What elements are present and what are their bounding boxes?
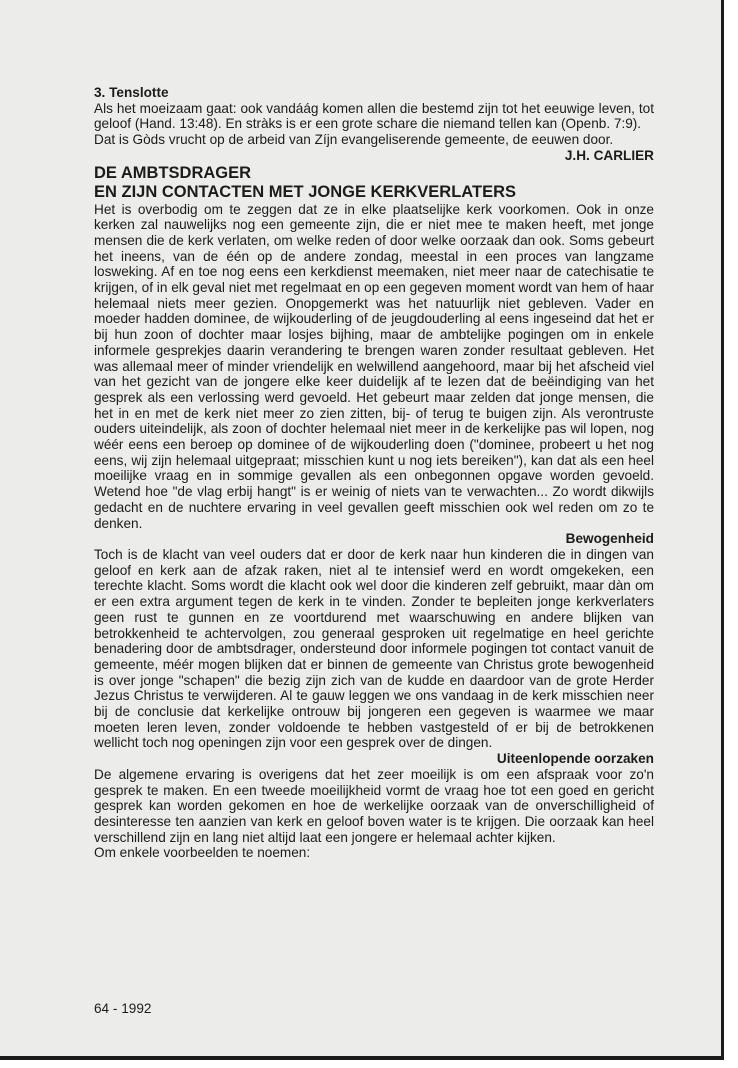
author-signature: J.H. CARLIER	[564, 147, 654, 163]
article-title-line1: DE AMBTSDRAGER	[94, 163, 252, 182]
article-paragraph: Het is overbodig om te zeggen dat ze in elke plaatselijke kerk voorkomen. Ook in onze kerken zal nauwelijks nog een gemeente zijn, die er niet mee te maken heeft, met jonge mensen die de kerk verlaten, om welke reden of door welke oorzaak dan ook. Soms gebeurt het ineens, van de één op de andere zondag, meestal in een proces van langzame losweking. Af en toe nog eens een kerkdienst meemaken, niet meer naar de catechisatie te krijgen, of in elk geval niet met regelmaat en op een gegeven moment wordt van hem of haar helemaal niets meer gezien. Onopgemerkt was het natuurlijk niet gebleven. Vader en moeder hadden dominee, de wijkouderling of de jeugdouderling al eens ingeseind dat het er bij hun zoon of dochter maar losjes bijhing, maar de ambtelijke pogingen om in enkele informele gesprekjes daarin verandering te brengen waren zonder resultaat gebleven. Het was allemaal meer of minder vriendelijk en welwillend aangehoord, maar bij het afscheid viel van het gezicht van de jongere elke keer duidelijk af te lezen dat de beëindiging van het gesprek als een verlossing werd gevoeld. Het gebeurt maar zelden dat jonge mensen, die het in en met de kerk niet meer zo zien zitten, bij- of terug te buigen zijn. Als verontruste ouders uiteindelijk, als zoon of dochter helemaal niet meer in de kerkelijke pas wil lopen, nog wéér eens een beroep op dominee of de wijkouderling doen ("dominee, probeert u het nog eens, wij zijn helemaal uitgepraat; misschien kunt u nog iets bereiken"), kan dat als een heel moeilijke vraag en in sommige gevallen als een onbegonnen opgave worden gevoeld. Wetend hoe "de vlag erbij hangt" is er weinig of niets van te verwachten... Zo wordt dikwijls gedacht en de nuchtere ervaring in veel gevallen geeft misschien ook wel reden om zo te denken.	[94, 201, 654, 531]
article-paragraph: Om enkele voorbeelden te noemen:	[94, 845, 311, 861]
article-title-line2: EN ZIJN CONTACTEN MET JONGE KERKVERLATERS	[94, 182, 516, 201]
article-paragraph: De algemene ervaring is overigens dat het zeer moeilijk is om een afspraak voor zo'n gesprek te maken. En een tweede moeilijkheid vormt de vraag hoe tot een goed en gericht gesprek kan worden gekomen en hoe de werkelijke oorzaak van de onverschilligheid of desinteresse ten aanzien van kerk en geloof boven water is te krijgen. Die oorzaak kan heel verschillend zijn en lang niet altijd laat een jongere er helemaal achter kijken.	[94, 766, 654, 845]
article-paragraph: Toch is de klacht van veel ouders dat er door de kerk naar hun kinderen die in dingen van geloof en kerk aan de afzak raken, niet al te intensief werd en wordt omgekeken, een terechte klacht. Soms wordt die klacht ook wel door die kinderen zelf gebruikt, maar dàn om er een extra argument tegen de kerk in te vinden. Zonder te bepleiten jonge kerkverlaters geen rust te gunnen en ze voortdurend met waarschuwing en andere blijken van betrokkenheid te achtervolgen, zou generaal gesproken uit regelmatige en heel gerichte benadering door de ambtsdrager, ondersteund door informele pogingen tot contact vanuit de gemeente, méér mogen blijken dat er binnen de gemeente van Christus grote bewogenheid is over jonge "schapen" die bezig zijn zich van de kudde en daardoor van de grote Herder Jezus Christus te verwijderen. Al te gauw leggen we ons vandaag in de kerk misschien neer bij de conclusie dat kerkelijke ontrouw bij jongeren een gegeven is waarmee we maar moeten leren leven, zonder voldoende te hebben vastgesteld of er bij de betrokkenen wellicht toch nog openingen zijn voor een gesprek over de dingen.	[94, 546, 654, 751]
article-title	[94, 164, 654, 202]
subheading: Bewogenheid	[565, 531, 654, 547]
section-paragraph: Als het moeizaam gaat: ook vandáág komen allen die bestemd zijn tot het eeuwige leven, tot geloof (Hand. 13:48). En stràks is er een grote schare die niemand tellen kan (Openb. 7:9).	[94, 100, 654, 132]
section-paragraph: Dat is Gòds vrucht op de arbeid van Zíjn evangeliserende gemeente, de eeuwen door.	[94, 132, 614, 148]
subheading: Uiteenlopende oorzaken	[496, 751, 654, 767]
page-content	[94, 85, 654, 861]
page-number: 64 - 1992	[94, 1001, 152, 1016]
section-heading: 3. Tenslotte	[94, 85, 169, 100]
